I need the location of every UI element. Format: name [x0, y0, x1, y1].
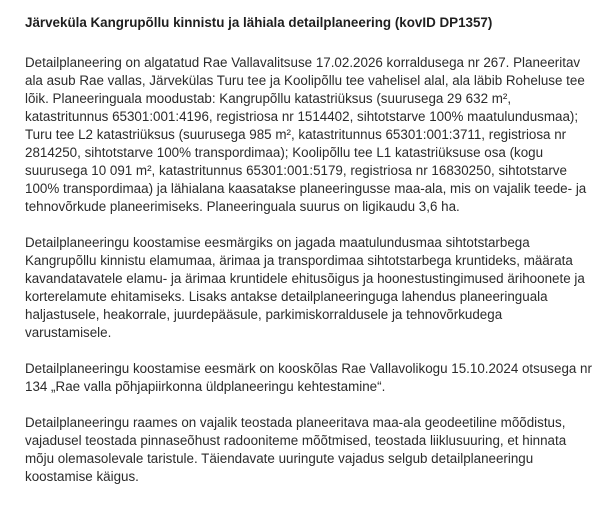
paragraph-compliance: Detailplaneeringu koostamise eesmärk on kooskõlas Rae Vallavolikogu 15.10.2024 otsusega nr 134 „Rae valla põhjapiirkonna üldplaneeringu kehtestamine“. — [25, 361, 592, 394]
page-title: Järveküla Kangrupõllu kinnistu ja lähiala detailplaneering (kovID DP1357) — [25, 15, 493, 30]
paragraph-initiation: Detailplaneering on algatatud Rae Vallavalitsuse 17.02.2026 korraldusega nr 267. Planeeritav ala asub Rae vallas, Järvekülas Turu tee ja Koolipõllu tee vahelisel alal, ala läbib Roheluse tee lõik. Planeeringuala moodustab: Kangrupõllu katastriüksus (suurusega 29 632 m², katastritunnus 65301:001:4196, registriosa nr 1514402, sihtotstarve 100% maatulundusmaa); Turu tee L2 katastriüksus (suurusega 985 m², katastritunnus 65301:001:3711, registriosa nr 2814250, sihtotstarve 100% transpordimaa); Koolipõllu tee L1 katastriüksuse osa (kogu suurusega 10 091 m², katastritunnus 65301:001:5179, registriosa nr 16830250, sihtotstarve 100% transpordimaa) ja lähialana kaasatakse planeeringusse maa-ala, mis on vajalik teede- ja tehnovõrkude planeerimiseks. Planeeringuala suurus on ligikaudu 3,6 ha. — [25, 55, 587, 214]
paragraph-studies: Detailplaneeringu raames on vajalik teostada planeeritava maa-ala geodeetiline mõõdistus, vajadusel teostada pinnaseõhust radooniteme mõõtmised, teostada liiklusuuring, et hinnata mõju olemasolevale taristule. Täiendavate uuringute vajadus selgub detailplaneeringu koostamise käigus. — [25, 415, 567, 484]
paragraph-objective: Detailplaneeringu koostamise eesmärgiks on jagada maatulundusmaa sihtotstarbega Kangrupõllu kinnistu elamumaa, ärimaa ja transpordimaa sihtotstarbega kruntideks, määrata kavandatavatele elamu- ja ärimaa kruntidele ehitusõigus ja hoonestustingimused ärihoonete ja korterelamute ehitamiseks. Lisaks antakse detailplaneeringuga lahendus planeeringuala haljastusele, heakorrale, juurdepääsule, parkimiskorraldusele ja tehnovõrkudega varustamisele. — [25, 235, 585, 340]
